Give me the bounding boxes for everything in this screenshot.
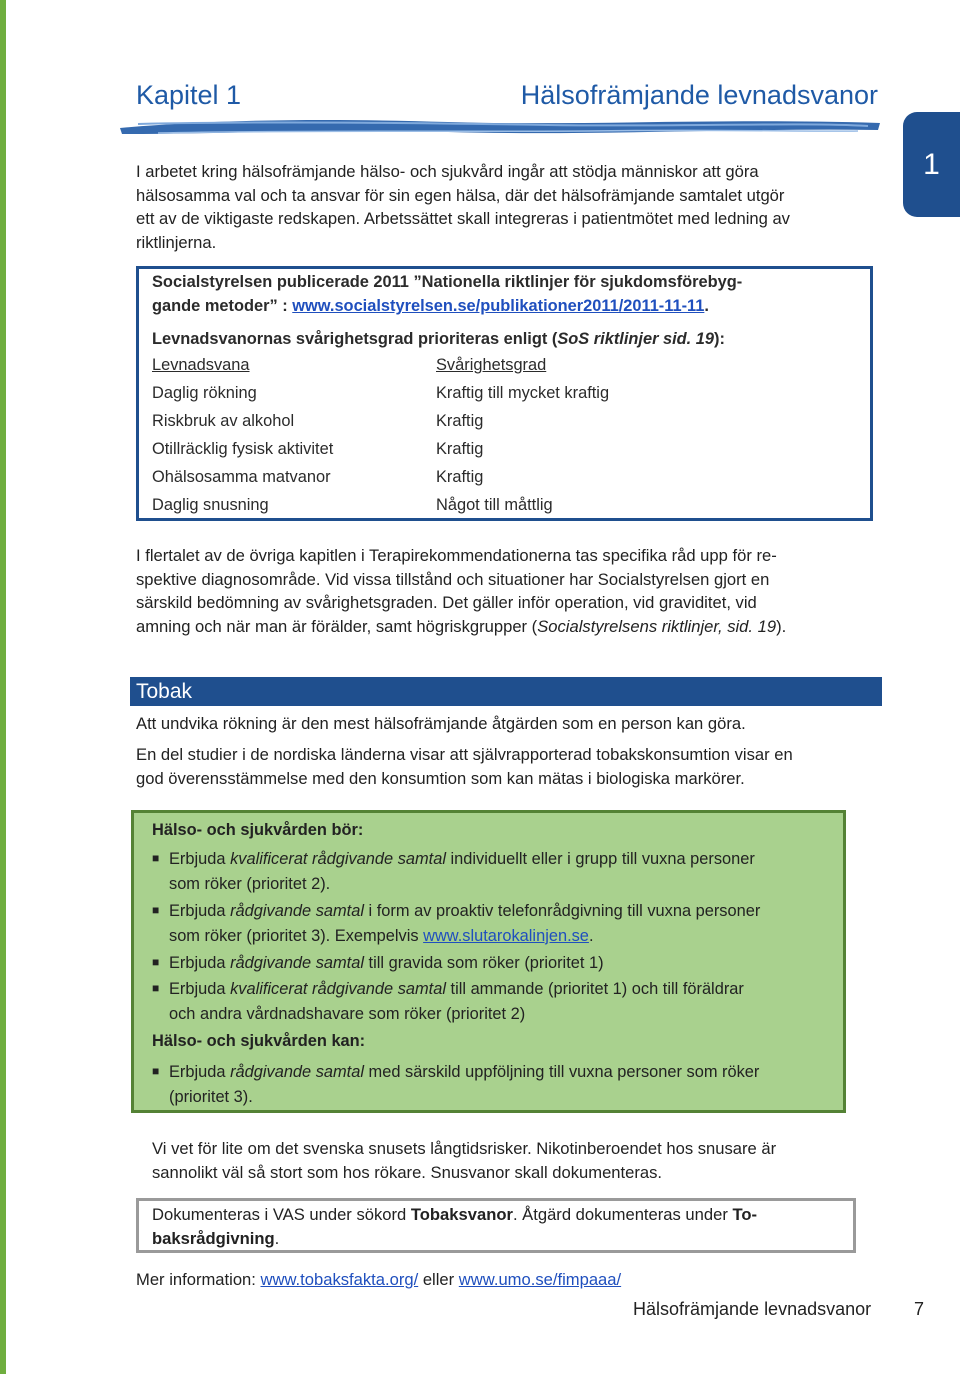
intro-line: I arbetet kring hälsofrämjande hälso- och sjukvård ingår att stödja människor att göra	[136, 162, 759, 181]
item-text: Erbjuda	[169, 902, 231, 920]
para-line: En del studier i de nordiska länderna visar att självrapporterad tobakskonsumtion visar en	[136, 745, 793, 764]
item-text: Erbjuda	[169, 980, 231, 998]
recommendation-item	[169, 899, 839, 948]
table-header-severity: Svårighetsgrad	[436, 356, 547, 374]
section-heading-bar	[130, 677, 882, 706]
bullet-icon: ■	[152, 1064, 160, 1078]
tobak-paragraph-1: Att undvika rökning är den mest hälsofrämjande åtgärden som en person kan göra.	[136, 714, 746, 733]
intro-line: ett av de viktigaste redskapen. Arbetssättet skall integreras i patientmötet med ledning av	[136, 209, 790, 228]
guideline-text: Levnadsvanornas svårighetsgrad prioriteras enligt (	[152, 330, 558, 348]
para-line: Vi vet för lite om det svenska snusets långtidsrisker. Nikotinberoendet hos snusare är	[152, 1139, 777, 1158]
recommendations-heading-can: Hälso- och sjukvården kan:	[152, 1032, 366, 1050]
recommendation-item	[169, 951, 839, 976]
table-cell-severity: Kraftig	[436, 440, 484, 458]
intro-line: riktlinjerna.	[136, 232, 217, 252]
guideline-text: .	[704, 297, 709, 315]
item-text: till gravida som röker (prioritet 1)	[364, 954, 604, 972]
item-text: i form av proaktiv telefonrådgivning till vuxna personer	[364, 902, 761, 920]
item-emphasis: rådgivande samtal	[230, 902, 364, 920]
table-cell-habit: Otillräcklig fysisk aktivitet	[152, 440, 334, 458]
chapter-label: Kapitel 1	[136, 80, 242, 110]
guideline-line-1: Socialstyrelsen publicerade 2011 ”Nationella riktlinjer för sjukdomsförebyg-	[152, 273, 743, 291]
table-cell-severity: Kraftig	[436, 468, 484, 486]
recommendation-paragraph	[136, 544, 876, 638]
item-text: som röker (prioritet 3). Exempelvis	[169, 926, 424, 945]
item-text: som röker (prioritet 2).	[169, 874, 331, 893]
table-cell-habit: Riskbruk av alkohol	[152, 412, 295, 430]
item-text: Erbjuda	[169, 1063, 231, 1081]
more-info-text: eller	[418, 1270, 459, 1289]
chapter-number-tab: 1	[903, 112, 960, 217]
umo-link[interactable]: www.umo.se/fimpaaa/	[458, 1270, 622, 1289]
doc-keyword: To-	[732, 1205, 758, 1224]
para-text: ).	[776, 616, 787, 636]
more-info	[136, 1268, 621, 1292]
documentation-text	[152, 1203, 842, 1250]
doc-keyword: Tobaksvanor	[410, 1205, 513, 1224]
table-cell-severity: Kraftig	[436, 412, 484, 430]
item-text: till ammande (prioritet 1) och till föräldrar	[445, 980, 744, 998]
intro-line: hälsosamma val och ta ansvar för sin egen hälsa, där det hälsofrämjande samtalet utgör	[136, 185, 785, 205]
guideline-line-2	[152, 294, 709, 318]
item-emphasis: kvalificerat rådgivande samtal	[230, 850, 446, 868]
page-number: 7	[914, 1299, 925, 1319]
chapter-title: Hälsofrämjande levnadsvanor	[520, 80, 878, 110]
guideline-text: gande metoder” :	[152, 297, 293, 315]
item-emphasis: kvalificerat rådgivande samtal	[230, 980, 446, 998]
socialstyrelsen-link[interactable]: www.socialstyrelsen.se/publikationer2011/2011-11-11	[292, 297, 705, 315]
table-cell-habit: Daglig snusning	[152, 496, 269, 514]
tobaksfakta-link[interactable]: www.tobaksfakta.org/	[260, 1270, 419, 1289]
recommendation-item	[169, 1060, 839, 1109]
table-cell-habit: Ohälsosamma matvanor	[152, 468, 331, 486]
doc-text: . Åtgärd dokumenteras under	[512, 1205, 733, 1224]
item-emphasis: rådgivande samtal	[230, 1063, 364, 1081]
para-text: amning och när man är förälder, samt högriskgrupper (	[136, 616, 538, 636]
bullet-icon: ■	[152, 981, 160, 995]
recommendation-item	[169, 847, 839, 896]
table-header-habit: Levnadsvana	[152, 356, 250, 374]
recommendation-item	[169, 977, 839, 1026]
para-citation: Socialstyrelsens riktlinjer, sid. 19	[537, 616, 777, 636]
more-info-label: Mer information:	[136, 1270, 261, 1289]
para-line: spektive diagnosområde. Vid vissa tillstånd och situationer har Socialstyrelsen gjort en	[136, 569, 770, 589]
para-line: I flertalet av de övriga kapitlen i Terapirekommendationerna tas specifika råd upp för re-	[136, 546, 777, 565]
snus-paragraph	[152, 1137, 872, 1184]
item-text: .	[588, 926, 594, 945]
slutarokalinjen-link[interactable]: www.slutarokalinjen.se	[423, 926, 589, 945]
item-text: (prioritet 3).	[169, 1087, 253, 1106]
doc-keyword: baksrådgivning	[152, 1228, 275, 1248]
intro-paragraph	[136, 160, 836, 254]
bullet-icon: ■	[152, 851, 160, 865]
guideline-text: ):	[714, 330, 725, 348]
footer-title: Hälsofrämjande levnadsvanor	[633, 1299, 872, 1319]
left-margin-stripe	[0, 0, 6, 1374]
item-emphasis: rådgivande samtal	[230, 954, 364, 972]
item-text: Erbjuda	[169, 954, 231, 972]
bullet-icon: ■	[152, 903, 160, 917]
tobak-paragraph-2	[136, 743, 876, 790]
para-line: god överensstämmelse med den konsumtion som kan mätas i biologiska markörer.	[136, 768, 745, 788]
para-line: sannolikt väl så stort som hos rökare. Snusvanor skall dokumenteras.	[152, 1162, 663, 1182]
section-heading-tobak: Tobak	[136, 680, 193, 703]
table-cell-severity: Något till måttlig	[436, 496, 553, 514]
item-text: Erbjuda	[169, 850, 231, 868]
table-cell-severity: Kraftig till mycket kraftig	[436, 384, 610, 402]
para-line: särskild bedömning av svårighetsgraden. Det gäller inför operation, vid graviditet, vid	[136, 593, 757, 612]
para-line	[136, 615, 876, 639]
brush-stroke-divider	[118, 114, 882, 140]
guideline-citation: SoS riktlinjer sid. 19	[557, 330, 715, 348]
bullet-icon: ■	[152, 955, 160, 969]
item-text: med särskild uppföljning till vuxna personer som röker	[364, 1063, 760, 1081]
guideline-line-3	[152, 327, 725, 351]
doc-text: .	[274, 1228, 280, 1248]
item-text: individuellt eller i grupp till vuxna personer	[445, 850, 755, 868]
item-text: och andra vårdnadshavare som röker (prioritet 2)	[169, 1004, 526, 1023]
recommendations-heading-should: Hälso- och sjukvården bör:	[152, 821, 364, 839]
table-cell-habit: Daglig rökning	[152, 384, 257, 402]
doc-text: Dokumenteras i VAS under sökord	[152, 1205, 411, 1224]
